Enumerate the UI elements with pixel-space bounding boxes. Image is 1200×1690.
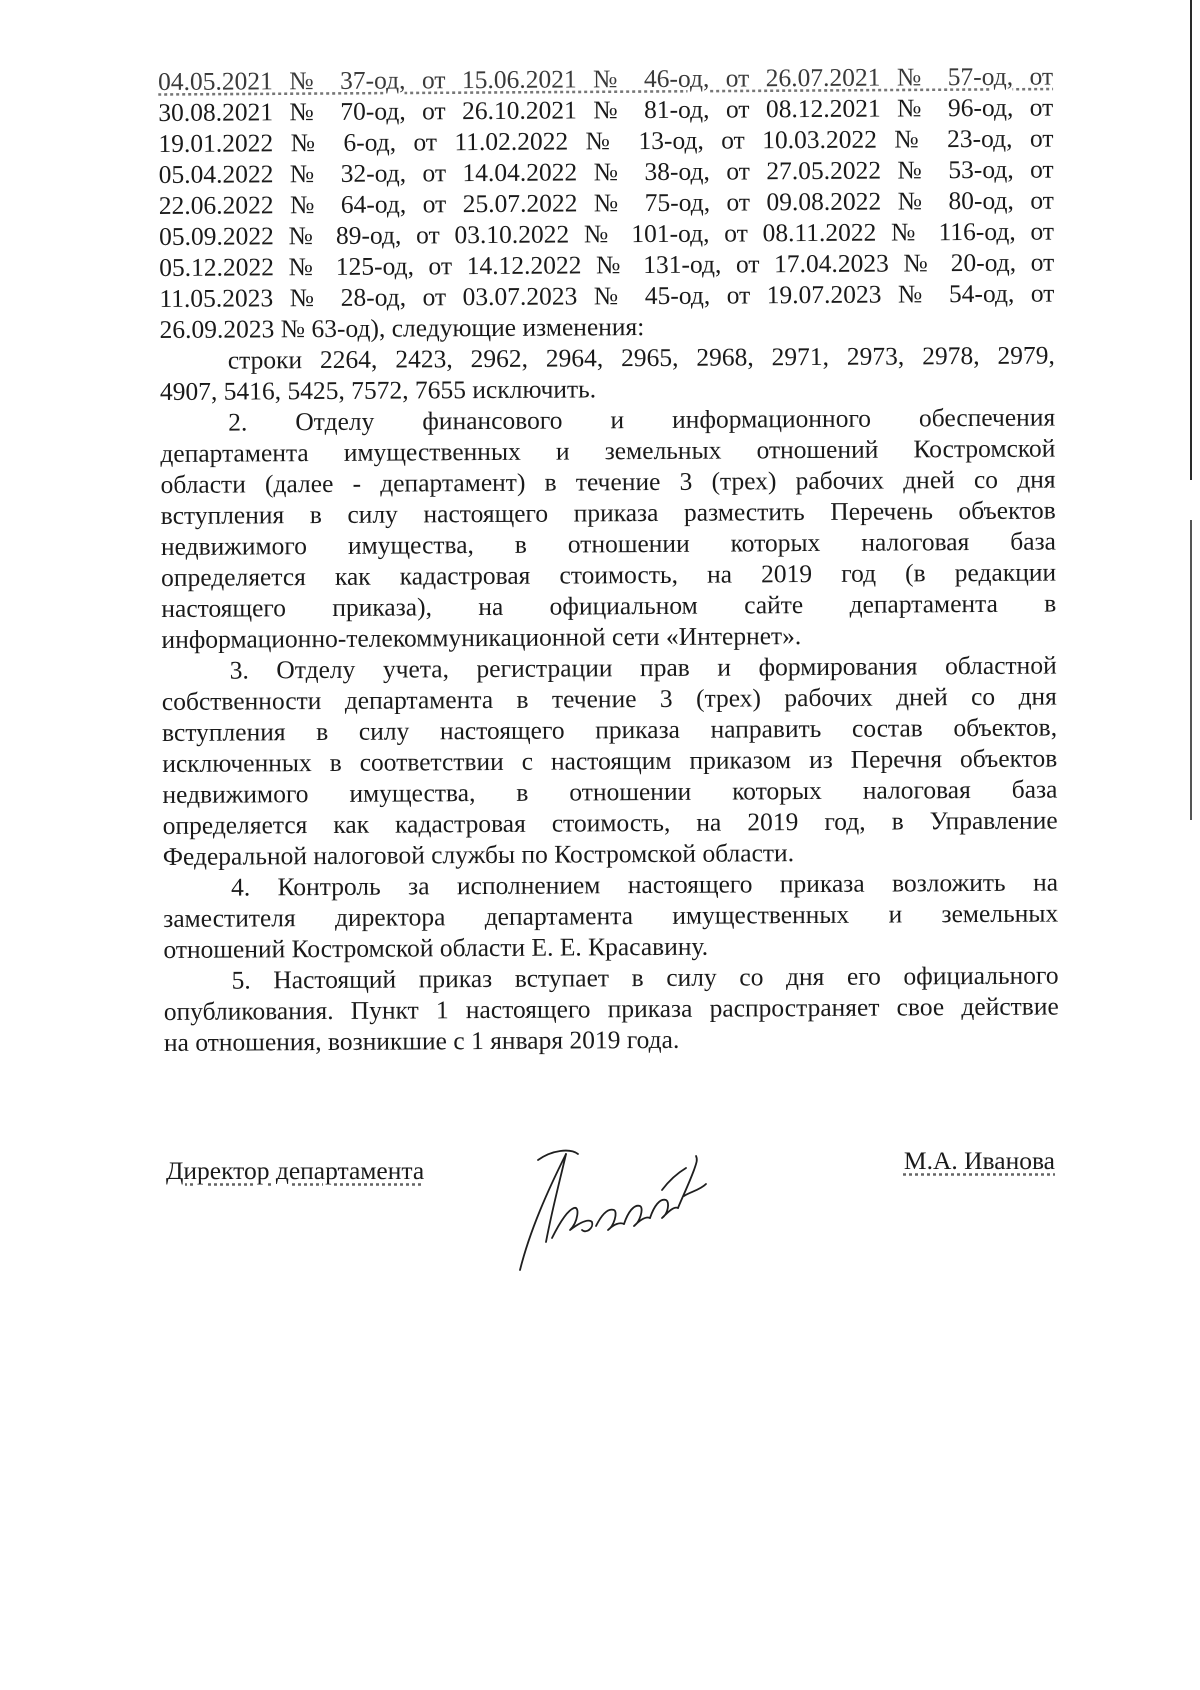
text-line: недвижимого имущества, в отношении которых налоговая база (160, 526, 1057, 561)
text-line: вступления в силу настоящего приказа направить состав объектов, (161, 712, 1058, 747)
paragraph-item-4 (163, 867, 1059, 965)
text-line-last: информационно-телекоммуникационной сети «Интернет». (161, 621, 802, 654)
signer-title: Директор департамента (166, 1156, 425, 1185)
text-line-last: Федеральной налоговой службы по Костромской области. (162, 838, 795, 871)
text-line-indented: строки 2264, 2423, 2962, 2964, 2965, 2968, 2971, 2973, 2978, 2979, (227, 340, 1055, 375)
signature-block (158, 1140, 1053, 1300)
text-line: собственности департамента в течение 3 (трех) рабочих дней со дня (161, 681, 1057, 716)
text-line: 05.09.2022 № 89-од, от 03.10.2022 № 101-од, от 08.11.2022 № 116-од, от (158, 216, 1055, 251)
text-line-indented: 2. Отделу финансового и информационного обеспечения (228, 402, 1056, 437)
text-line: 30.08.2021 № 70-од, от 26.10.2021 № 81-од, от 08.12.2021 № 96-од, от (158, 92, 1054, 127)
text-line: определяется как кадастровая стоимость, на 2019 год, в Управление (162, 805, 1058, 840)
text-line-last: 4907, 5416, 5425, 7572, 7655 исключить. (159, 374, 597, 406)
paragraph-item-5 (163, 960, 1059, 1058)
text-line: 11.05.2023 № 28-од, от 03.07.2023 № 45-од, от 19.07.2023 № 54-од, от (159, 278, 1055, 313)
text-line: опубликования. Пункт 1 настоящего приказа распространяет свое действие (163, 991, 1059, 1026)
text-line: 05.04.2022 № 32-од, от 14.04.2022 № 38-од, от 27.05.2022 № 53-од, от (158, 154, 1054, 189)
text-line: недвижимого имущества, в отношении которых налоговая база (162, 774, 1058, 809)
paragraph-item-2 (160, 402, 1056, 655)
text-line: исключенных в соответствии с настоящим приказом из Перечня объектов (162, 743, 1058, 778)
paragraph-item-3 (162, 650, 1058, 872)
paragraph-amendments (158, 61, 1055, 345)
text-line-last: на отношения, возникшие с 1 января 2019 года. (163, 1024, 680, 1057)
text-line: 05.12.2022 № 125-од, от 14.12.2022 № 131-од, от 17.04.2023 № 20-од, от (159, 247, 1055, 282)
text-line: заместителя директора департамента имущественных и земельных (163, 898, 1059, 933)
text-line: определяется как кадастровая стоимость, на 2019 год (в редакции (161, 557, 1057, 592)
text-line: 19.01.2022 № 6-од, от 11.02.2022 № 13-од, от 10.03.2022 № 23-од, от (158, 123, 1054, 158)
text-line-indented: 3. Отделу учета, регистрации прав и формирования областной (229, 650, 1057, 685)
text-line-indented: 5. Настоящий приказ вступает в силу со дня его официального (231, 960, 1059, 995)
handwritten-signature-icon (508, 1130, 718, 1280)
text-line: области (далее - департамент) в течение 3 (трех) рабочих дней со дня (160, 464, 1056, 499)
text-line-last: отношений Костромской области Е. Е. Красавину. (163, 931, 709, 964)
text-line-faded: 04.05.2021 № 37-од, от 15.06.2021 № 46-од, от 26.07.2021 № 57-од, от (158, 61, 1054, 96)
document-body (158, 61, 1059, 1058)
text-line-last: 26.09.2023 № 63-од), следующие изменения: (159, 312, 645, 344)
scan-border-line (1190, 0, 1192, 480)
signer-name: М.А. Иванова (903, 1146, 1055, 1175)
text-line: вступления в силу настоящего приказа разместить Перечень объектов (160, 495, 1056, 530)
text-line: департамента имущественных и земельных отношений Костромской (160, 433, 1056, 468)
text-line: 22.06.2022 № 64-од, от 25.07.2022 № 75-од, от 09.08.2022 № 80-од, от (158, 185, 1054, 220)
paragraph-rows-excluded (160, 340, 1055, 407)
scan-border-line-lower (1190, 520, 1192, 820)
text-line-indented: 4. Контроль за исполнением настоящего приказа возложить на (230, 867, 1059, 902)
text-line: настоящего приказа), на официальном сайте департамента в (161, 588, 1057, 623)
